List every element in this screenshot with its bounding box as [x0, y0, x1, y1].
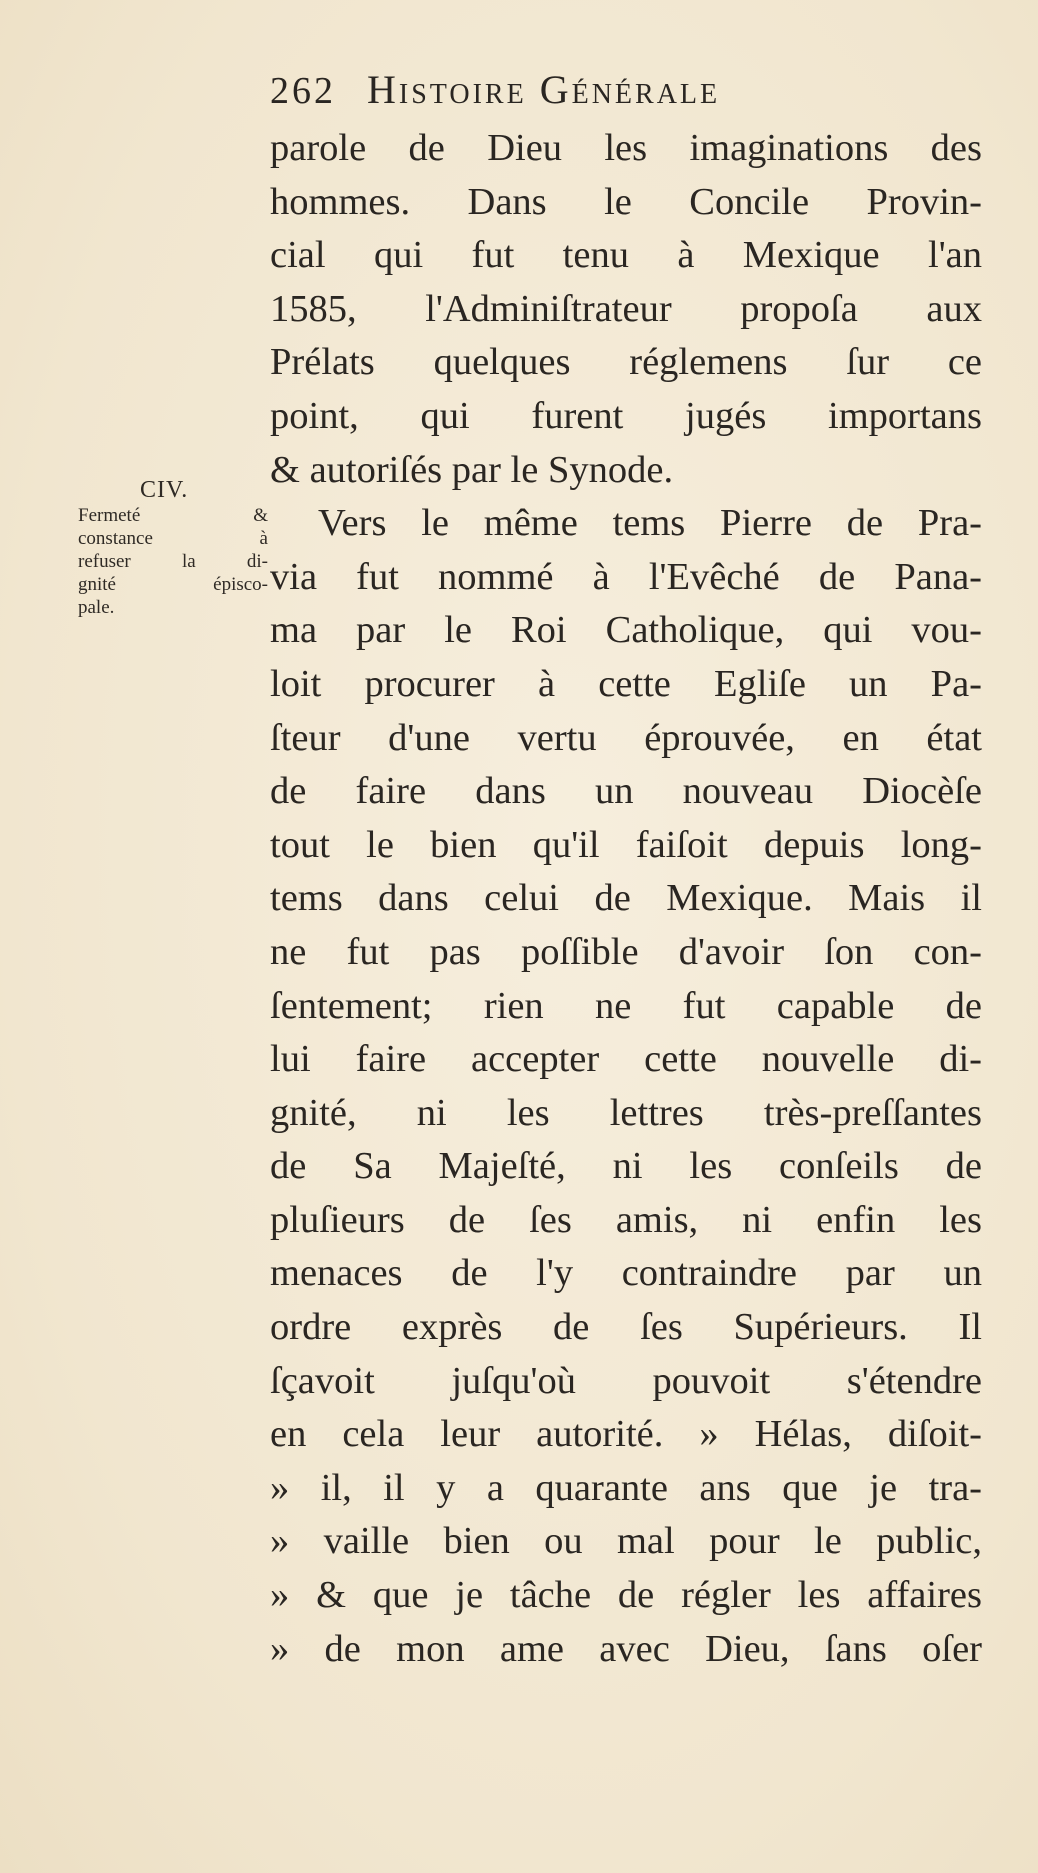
text-line: 1585, l'Adminiſtrateur propoſa aux: [270, 287, 982, 330]
text-line: via fut nommé à l'Evêché de Pana-: [270, 555, 982, 598]
text-line: » il, il y a quarante ans que je tra-: [270, 1466, 982, 1509]
text-line: parole de Dieu les imaginations des: [270, 127, 982, 169]
text-line: de Sa Majeſté, ni les conſeils de: [270, 1145, 982, 1188]
margin-section-number: CIV.: [140, 477, 189, 503]
text-line: pluſieurs de ſes amis, ni enfin les: [270, 1198, 982, 1241]
text-line: menaces de l'y contraindre par un: [270, 1252, 982, 1295]
margin-note-line: refuser la di-: [78, 551, 268, 572]
page-number: 262: [270, 70, 336, 112]
running-title: Histoire Générale: [367, 67, 721, 112]
margin-note: [78, 476, 268, 619]
text-line: ne fut pas poſſible d'avoir ſon con-: [270, 930, 982, 973]
margin-note-line: gnité épisco-: [78, 574, 268, 595]
text-line: en cela leur autorité. » Hélas, diſoit-: [270, 1413, 982, 1456]
text-line: & autoriſés par le Synode.: [270, 448, 674, 491]
text-line: » & que je tâche de régler les affaires: [270, 1574, 982, 1617]
body-text: [270, 122, 982, 1676]
text-line: ſçavoit juſqu'où pouvoit s'étendre: [270, 1359, 982, 1402]
text-line: Vers le même tems Pierre de Pra-: [318, 502, 982, 545]
text-line: ſteur d'une vertu éprouvée, en état: [270, 716, 982, 759]
margin-note-line: Fermeté &: [78, 505, 268, 526]
text-line: ma par le Roi Catholique, qui vou-: [270, 609, 982, 652]
margin-note-line: pale.: [78, 597, 115, 618]
text-line: tout le bien qu'il faiſoit depuis long-: [270, 823, 982, 866]
text-line: » vaille bien ou mal pour le public,: [270, 1520, 982, 1563]
text-line: ordre exprès de ſes Supérieurs. Il: [270, 1306, 982, 1349]
margin-note-line: constance à: [78, 528, 268, 549]
running-header: [270, 66, 970, 126]
text-line: loit procurer à cette Egliſe un Pa-: [270, 662, 982, 705]
text-line: hommes. Dans le Concile Provin-: [270, 180, 982, 223]
text-line: Prélats quelques réglemens ſur ce: [270, 341, 982, 384]
text-line: point, qui furent jugés importans: [270, 394, 982, 437]
text-line: cial qui fut tenu à Mexique l'an: [270, 234, 982, 277]
text-line: de faire dans un nouveau Diocèſe: [270, 770, 982, 813]
text-line: lui faire accepter cette nouvelle di-: [270, 1038, 982, 1081]
text-line: tems dans celui de Mexique. Mais il: [270, 877, 982, 920]
text-line: » de mon ame avec Dieu, ſans oſer: [270, 1627, 982, 1670]
text-line: gnité, ni les lettres très-preſſantes: [270, 1091, 982, 1134]
text-line: ſentement; rien ne fut capable de: [270, 984, 982, 1027]
